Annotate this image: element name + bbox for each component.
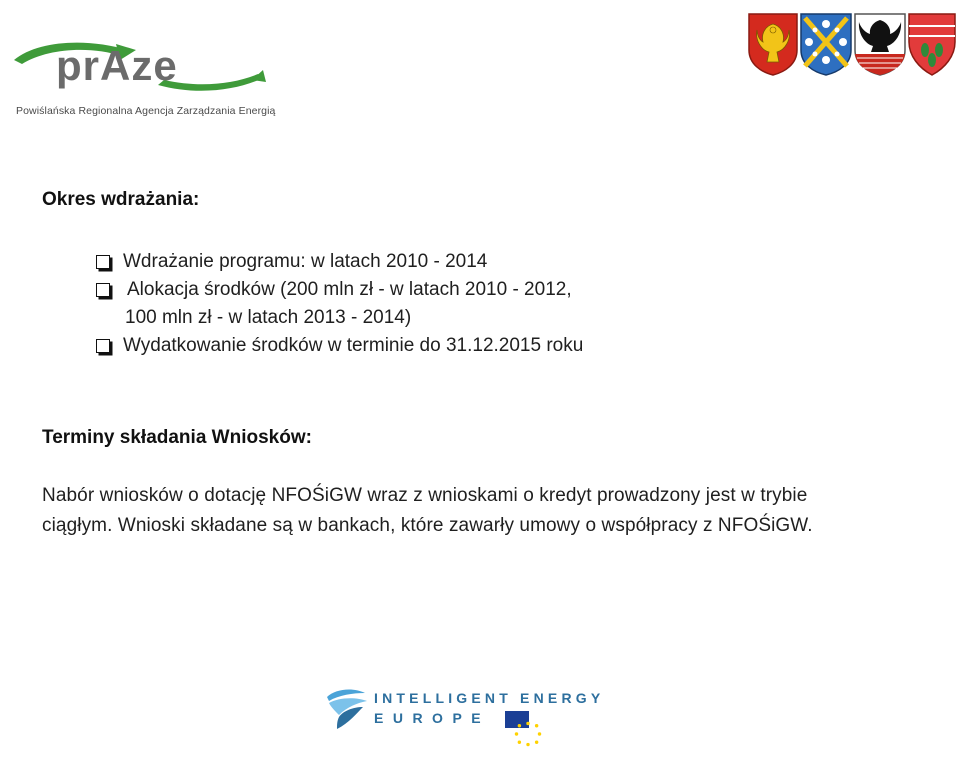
logo-line-1: INTELLIGENT ENERGY (374, 690, 605, 706)
list-item (96, 248, 796, 276)
eu-flag-icon (505, 711, 529, 728)
section-title-okres: Okres wdrażania: (42, 189, 200, 210)
logo-line-2: EUROPE (374, 710, 491, 726)
praze-logo (8, 30, 276, 125)
bullet-list (96, 248, 796, 360)
paragraph-line: ciągłym. Wnioski składane są w bankach, które zawarły umowy o współpracy z NFOŚiGW. (42, 515, 813, 536)
section-title-terminy: Terminy składania Wniosków: (42, 427, 312, 448)
praze-logo-graphic (8, 30, 270, 100)
checkbox-bullet-icon (96, 283, 110, 297)
energy-drop-icon (323, 685, 369, 731)
lily-cross-arms-icon (801, 14, 851, 75)
bullet-text: Alokacja środków (200 mln zł - w latach 2010 - 2012, (127, 279, 572, 300)
leaves-arms-icon (909, 14, 955, 75)
checkbox-bullet-icon (96, 255, 110, 269)
coats-of-arms (747, 12, 957, 76)
list-item (96, 276, 796, 332)
black-eagle-arms-icon (855, 14, 905, 75)
intelligent-energy-europe-logo (323, 685, 643, 733)
paragraph-line: Nabór wniosków o dotację NFOŚiGW wraz z wnioskami o kredyt prowadzony jest w trybie (42, 485, 808, 506)
eagle-arms-icon (749, 14, 797, 75)
bullet-text: Wydatkowanie środków w terminie do 31.12.2015 roku (123, 335, 584, 356)
bullet-text: Wdrażanie programu: w latach 2010 - 2014 (123, 251, 488, 272)
list-item (96, 332, 796, 360)
checkbox-bullet-icon (96, 339, 110, 353)
logo-wordmark: prAze (56, 42, 178, 89)
bullet-continuation: 100 mln zł - w latach 2013 - 2014) (125, 307, 412, 328)
logo-subtitle: Powiślańska Regionalna Agencja Zarządzania Energią (16, 105, 276, 117)
paragraph (42, 481, 957, 541)
